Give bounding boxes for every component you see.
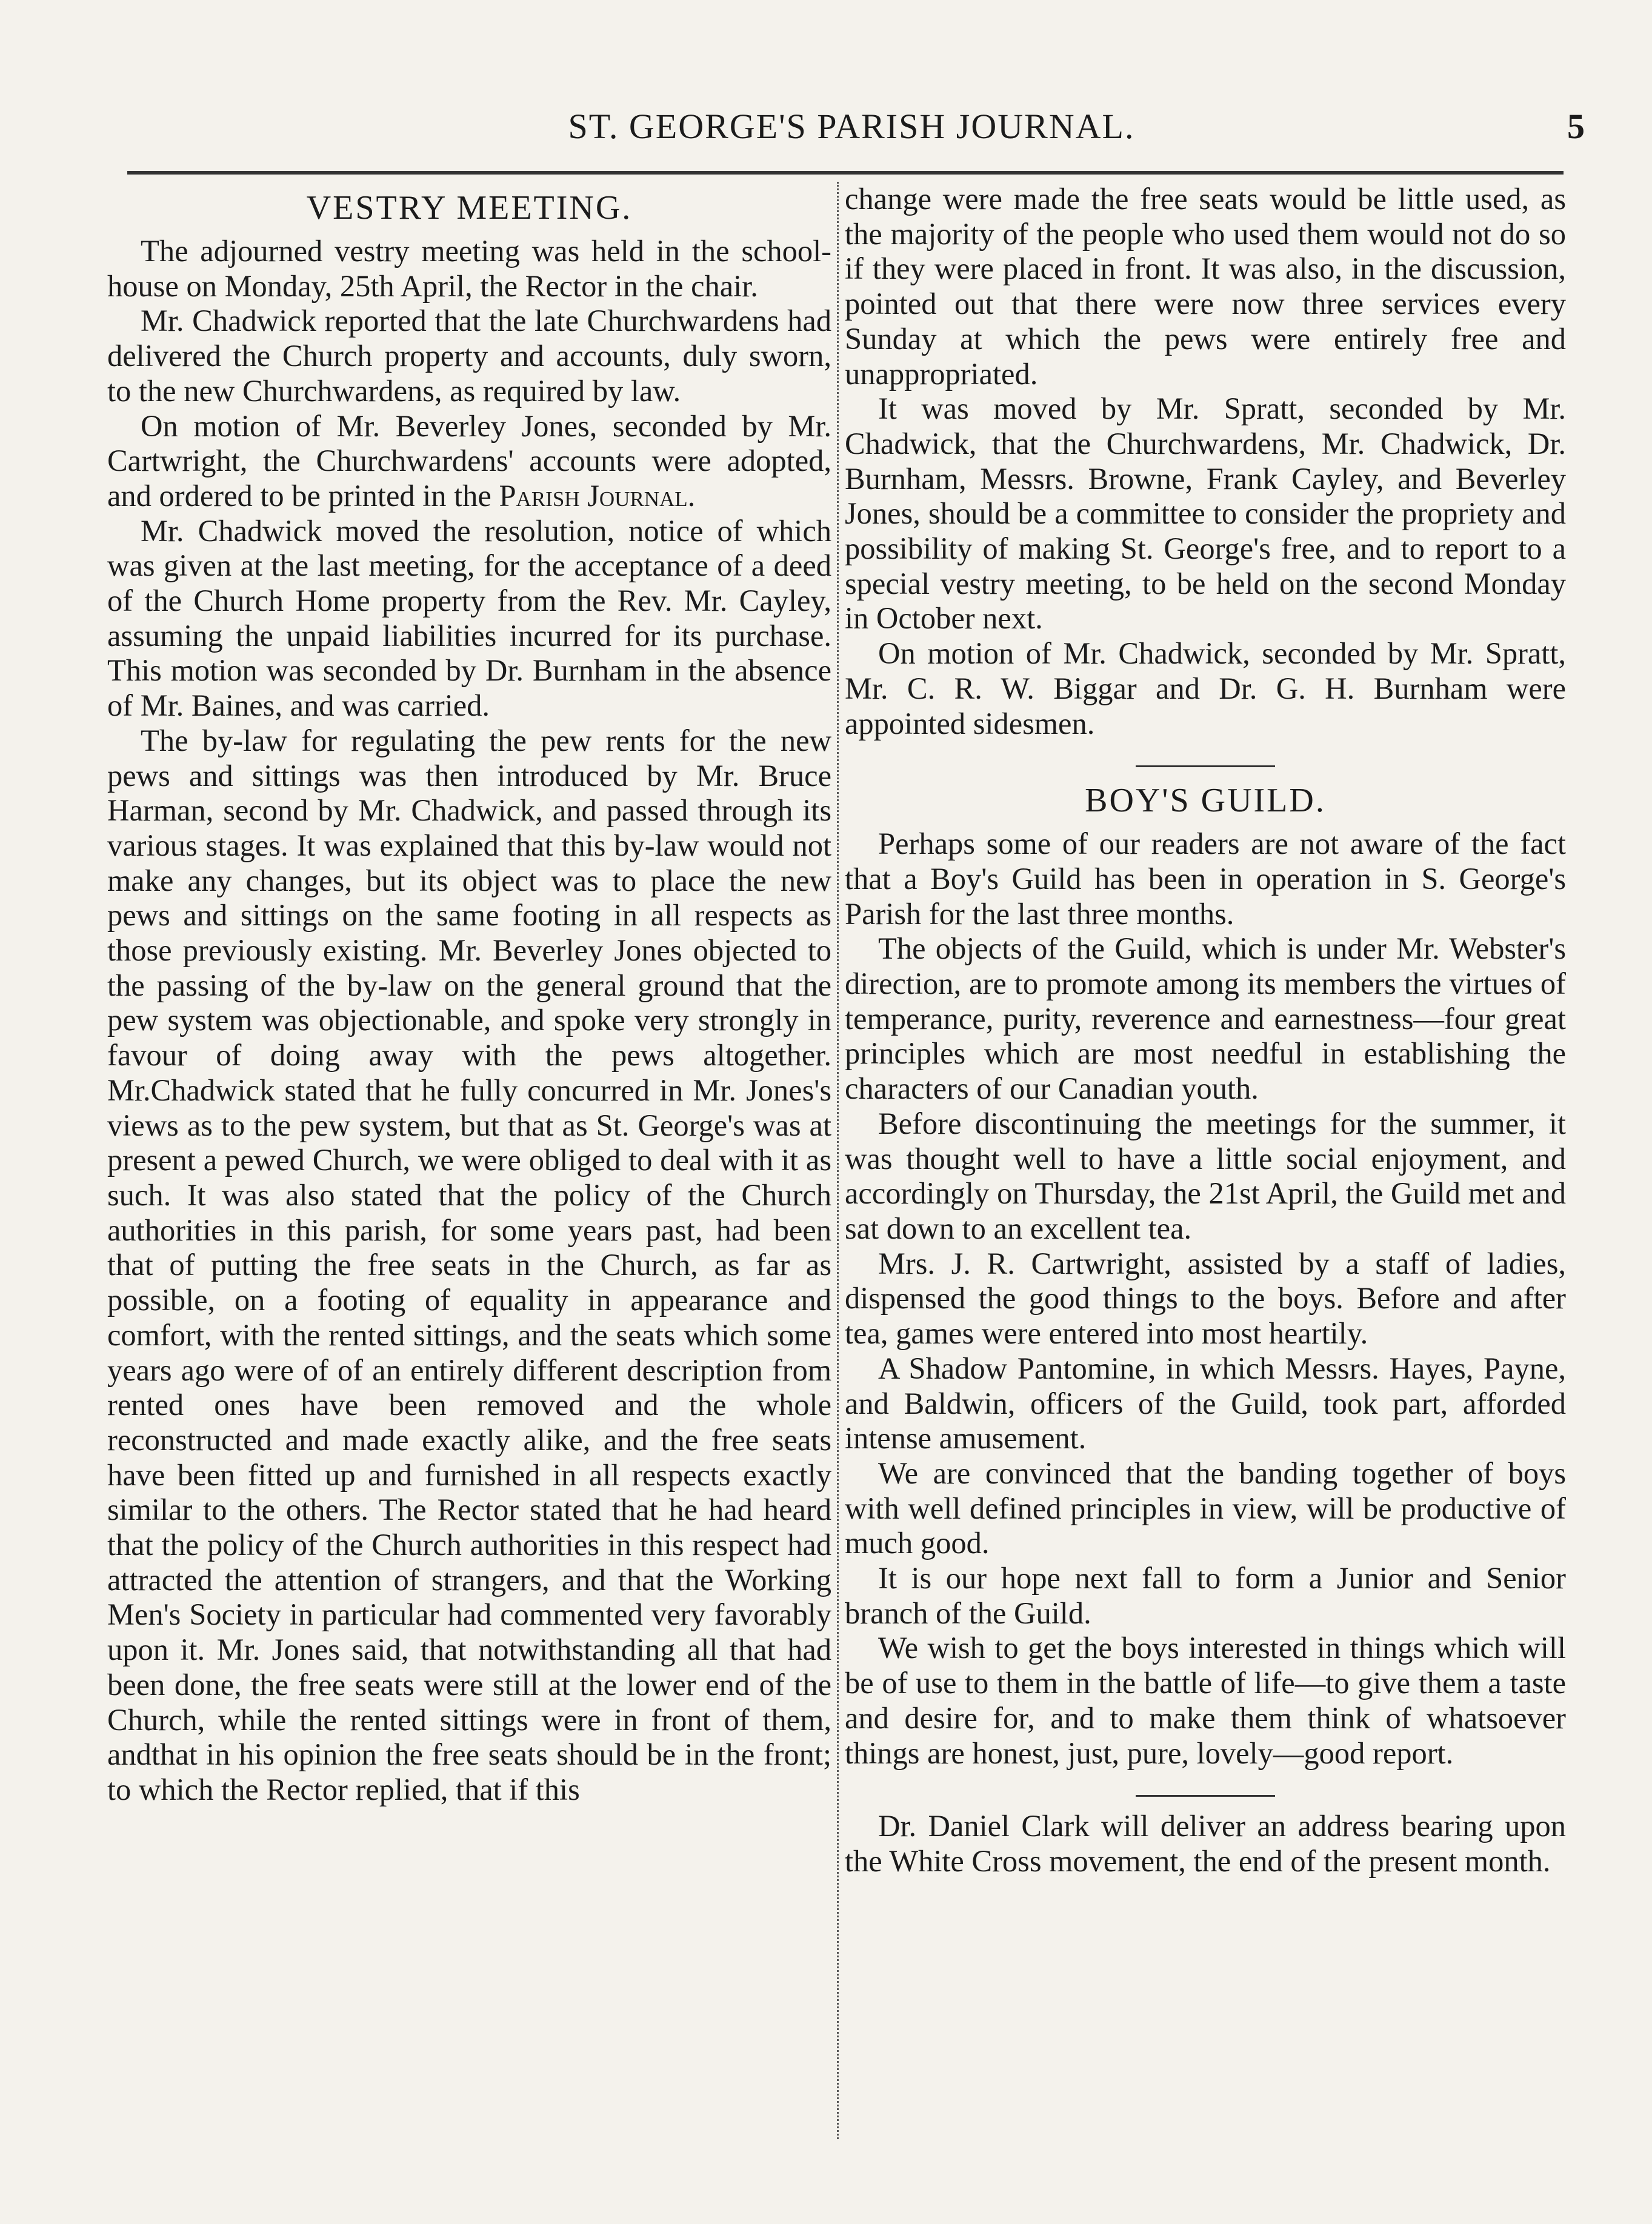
guild-paragraph-3: Before discontinuing the meetings for the summer, it was thought well to have a little social enjoyment, and accordingly on Thursday, the 21st April, the Guild met and sat down to an excellent tea.	[845, 1106, 1566, 1245]
left-column	[107, 182, 831, 2145]
header-rule	[127, 171, 1564, 175]
vestry-paragraph-1: The adjourned vestry meeting was held in the school-house on Monday, 25th April, the Rector in the chair.	[107, 234, 831, 303]
vestry-meeting-heading: VESTRY MEETING.	[306, 189, 633, 227]
vestry-paragraph-3-text: On motion of Mr. Beverley Jones, seconded by Mr. Cartwright, the Churchwardens' accounts were adopted, and ordered to be printed in the	[107, 408, 831, 513]
guild-paragraph-4: Mrs. J. R. Cartwright, assisted by a staff of ladies, dispensed the good things to the boys. Before and after tea, games were entered into most heartily.	[845, 1246, 1566, 1351]
section-divider	[1136, 765, 1275, 767]
guild-paragraph-5: A Shadow Pantomine, in which Messrs. Hayes, Payne, and Baldwin, officers of the Guild, took part, afforded intense amusement.	[845, 1351, 1566, 1456]
column-divider	[837, 182, 839, 2139]
page-header	[112, 94, 1591, 161]
guild-paragraph-8: We wish to get the boys interested in things which will be of use to them in the battle of life—to give them a taste and desire for, and to make them think of whatsoever things are honest, just, pure, lovely—good report.	[845, 1631, 1566, 1770]
right-column	[845, 182, 1566, 2145]
vestry-paragraph-5-continued: change were made the free seats would be little used, as the majority of the people who used them would not do so if they were placed in front. It was also, in the discussion, pointed out that there were now three services every Sunday at which the pews were entirely free and unappropriated.	[845, 182, 1566, 391]
page-number: 5	[1567, 107, 1585, 146]
guild-paragraph-2: The objects of the Guild, which is under Mr. Webster's direction, are to promote among its members the virtues of temperance, purity, reverence and earnestness—four great principles which are most needful in establishing the characters of our Canadian youth.	[845, 931, 1566, 1106]
guild-paragraph-1: Perhaps some of our readers are not aware of the fact that a Boy's Guild has been in operation in S. George's Parish for the last three months.	[845, 827, 1566, 931]
vestry-paragraph-6: It was moved by Mr. Spratt, seconded by Mr. Chadwick, that the Churchwardens, Mr. Chadwick, Dr. Burnham, Messrs. Browne, Frank Cayley, and Beverley Jones, should be a committee to consider the propriety and possibility of making St. George's free, and to report to a special vestry meeting, to be held on the second Monday in October next.	[845, 391, 1566, 636]
vestry-paragraph-4: Mr. Chadwick moved the resolution, notice of which was given at the last meeting, for the acceptance of a deed of the Church Home property from the Rev. Mr. Cayley, assuming the unpaid liabilities incurred for its purchase. This motion was seconded by Dr. Burnham in the absence of Mr. Baines, and was carried.	[107, 513, 831, 723]
vestry-paragraph-5: The by-law for regulating the pew rents for the new pews and sittings was then introduced by Mr. Bruce Harman, second by Mr. Chadwick, and passed through its various stages. It was explained that this by-law would not make any changes, but its object was to place the new pews and sittings on the same footing in all respects as those previously existing. Mr. Beverley Jones objected to the passing of the by-law on the general ground that the pew system was objectionable, and spoke very strongly in favour of doing away with the pews altogether. Mr.Chadwick stated that he fully concurred in Mr. Jones's views as to the pew system, but that as St. George's was at present a pewed Church, we were obliged to deal with it as such. It was also stated that the policy of the Church authorities in this parish, for some years past, had been that of putting the free seats in the Church, as far as possible, on a footing of equality in appearance and comfort, with the rented sittings, and the seats which some years ago were of of an entirely different description from rented ones have been removed and the whole reconstructed and made exactly alike, and the free seats have been fitted up and furnished in all respects exactly similar to the others. The Rector stated that he had heard that the policy of the Church authorities in this respect had attracted the attention of strangers, and that the Working Men's Society in particular had commented very favorably upon it. Mr. Jones said, that notwithstanding all that had been done, the free seats were still at the lower end of the Church, while the rented sittings were in front of them, andthat in his opinion the free seats should be in the front; to which the Rector replied, that if this	[107, 723, 831, 1806]
vestry-paragraph-2: Mr. Chadwick reported that the late Churchwardens had delivered the Church property and accounts, duly sworn, to the new Churchwardens, as required by law.	[107, 304, 831, 408]
guild-paragraph-6: We are convinced that the banding together of boys with well defined principles in view, will be productive of much good.	[845, 1456, 1566, 1560]
notice-paragraph: Dr. Daniel Clark will deliver an address bearing upon the White Cross movement, the end of the present month.	[845, 1809, 1566, 1878]
running-title: ST. GEORGE'S PARISH JOURNAL.	[568, 107, 1135, 146]
guild-paragraph-7: It is our hope next fall to form a Junior and Senior branch of the Guild.	[845, 1561, 1566, 1630]
parish-journal-name: Parish Journal.	[499, 478, 696, 513]
vestry-paragraph-3	[107, 409, 831, 514]
section-divider	[1136, 1795, 1275, 1797]
vestry-paragraph-7: On motion of Mr. Chadwick, seconded by Mr. Spratt, Mr. C. R. W. Biggar and Dr. G. H. Burnham were appointed sidesmen.	[845, 636, 1566, 741]
boys-guild-heading: BOY'S GUILD.	[1085, 782, 1326, 820]
